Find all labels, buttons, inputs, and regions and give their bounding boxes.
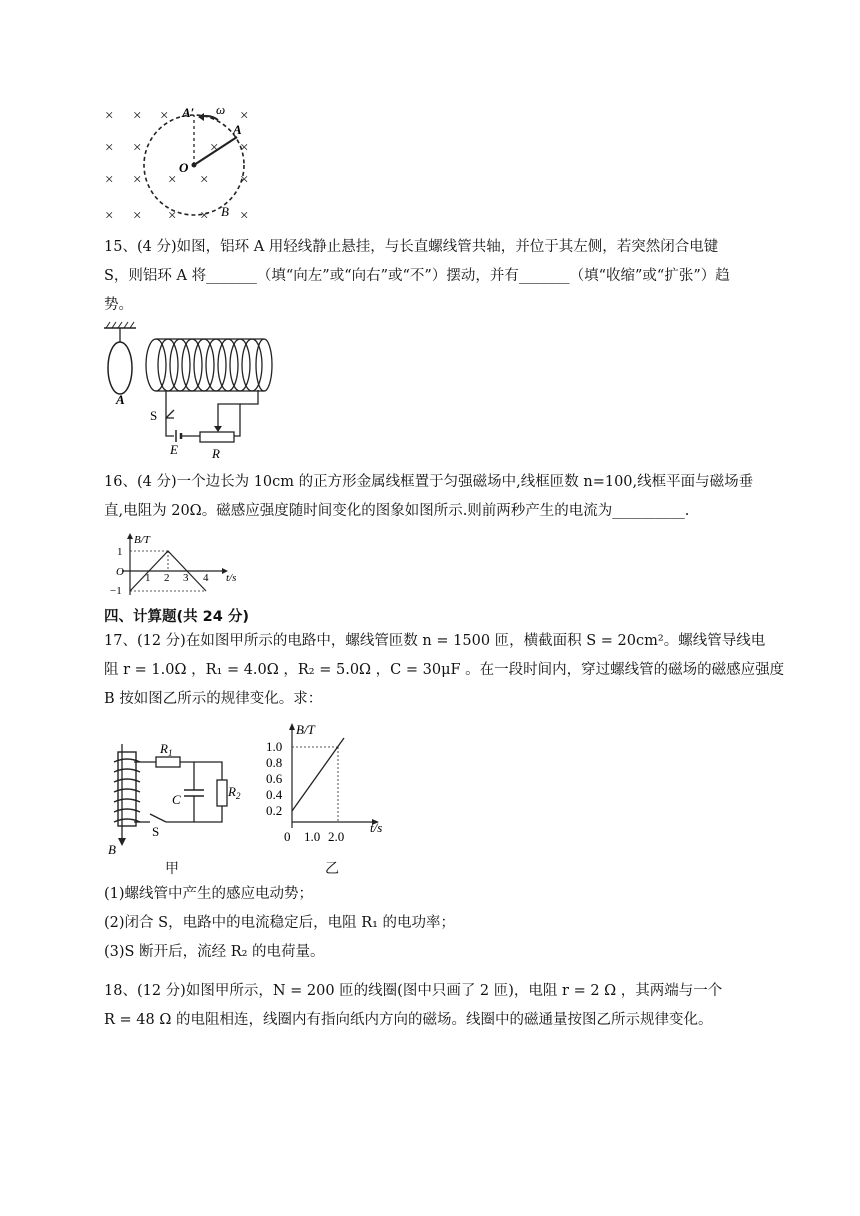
field-cross: ×	[105, 140, 114, 156]
label-omega: ω	[216, 102, 226, 117]
y-tick-0.8: 0.8	[266, 755, 283, 770]
label-R2: $R_2$	[228, 784, 241, 801]
field-cross: ×	[133, 140, 142, 156]
field-cross: ×	[133, 108, 142, 124]
field-cross: ×	[168, 172, 177, 188]
origin-label: O	[116, 566, 124, 578]
label-R: R	[212, 446, 220, 460]
q15-line2: S，则铝环 A 将_______（填“向左”或“向右”或“不”）摆动，并有_______（填“收缩”或“扩张”）趋	[104, 268, 730, 284]
solenoid	[146, 339, 272, 391]
figure-17-circuit	[104, 740, 254, 858]
field-cross: ×	[133, 208, 142, 224]
field-cross: ×	[105, 172, 114, 188]
x-tick-3: 3	[183, 572, 189, 584]
resistor-R1	[156, 757, 180, 767]
y-tick-1.0: 1.0	[266, 739, 283, 754]
figure-17-b-t-graph	[262, 720, 397, 848]
q15-line3: 势。	[104, 297, 133, 313]
label-R1: $R_1$	[160, 741, 173, 758]
label-S: S	[152, 824, 160, 839]
question-17	[104, 627, 785, 714]
label-ring-A: A	[116, 392, 125, 407]
x-tick-1: 1	[145, 572, 151, 584]
label-C: C	[172, 792, 181, 807]
q17-line1: 17、(12 分)在如图甲所示的电路中，螺线管匝数 n = 1500 匝，横截面积 S = 20cm²。螺线管导线电	[104, 633, 766, 649]
field-cross: ×	[105, 208, 114, 224]
y-tick-1: 1	[117, 546, 123, 558]
field-cross: ×	[200, 172, 209, 188]
origin-label: 0	[284, 829, 291, 844]
field-cross: ×	[240, 140, 249, 156]
question-15	[104, 233, 756, 320]
y-tick-0.4: 0.4	[266, 787, 283, 802]
pivot-O	[192, 163, 197, 168]
question-16	[104, 468, 756, 526]
section-4-title: 四、计算题(共 24 分)	[104, 609, 250, 625]
figure-b-t-graph-q16	[108, 533, 248, 601]
y-tick-0.2: 0.2	[266, 803, 283, 818]
y-label: B/T	[296, 722, 315, 737]
switch-S	[166, 410, 174, 418]
aluminum-ring	[108, 342, 132, 394]
switch-S	[150, 814, 166, 822]
y-tick-0.6: 0.6	[266, 771, 283, 786]
x-tick-1.0: 1.0	[304, 829, 321, 844]
q15-line1: 15、(4 分)如图，铝环 A 用轻线静止悬挂，与长直螺线管共轴，并位于其左侧，若突然闭合电键	[104, 239, 719, 255]
field-cross: ×	[160, 108, 169, 124]
x-label: t/s	[370, 820, 383, 835]
q17-line2: 阻 r = 1.0Ω ，R₁ = 4.0Ω ，R₂ = 5.0Ω ，C = 30μF 。在一段时间内，穿过螺线管的磁场的磁感应强度	[104, 662, 785, 678]
q16-line2: 直,电阻为 20Ω。磁感应强度随时间变化的图象如图所示.则前两秒产生的电流为__________.	[104, 503, 690, 519]
label-O: O	[179, 160, 189, 175]
y-label: B/T	[134, 534, 150, 546]
label-B: B	[108, 842, 116, 857]
label-A-prime: A′	[182, 105, 195, 120]
q16-line1: 16、(4 分)一个边长为 10cm 的正方形金属线框置于匀强磁场中,线框匝数 n=100,线框平面与磁场垂	[104, 474, 754, 490]
figure-ring-solenoid	[100, 320, 280, 460]
question-18	[104, 977, 756, 1035]
x-label: t/s	[226, 572, 237, 584]
x-tick-2.0: 2.0	[328, 829, 345, 844]
field-cross: ×	[105, 108, 114, 124]
q18-line2: R = 48 Ω 的电阻相连，线圈内有指向纸内方向的磁场。线圈中的磁通量按图乙所示规律变化。	[104, 1012, 713, 1028]
q17-sub2: (2)闭合 S，电路中的电流稳定后，电阻 R₁ 的电功率；	[104, 915, 456, 931]
rheostat-R	[200, 432, 234, 442]
solenoid-coil	[114, 752, 140, 826]
field-cross: ×	[200, 208, 209, 224]
label-S: S	[150, 408, 158, 423]
field-cross: ×	[240, 208, 249, 224]
figure-rotating-rod	[100, 100, 270, 225]
caption-yi: 乙	[325, 861, 339, 877]
q17-sub3: (3)S 断开后，流经 R₂ 的电荷量。	[104, 944, 325, 960]
resistor-R2	[217, 780, 227, 806]
field-cross: ×	[133, 172, 142, 188]
q17-sub1: (1)螺线管中产生的感应电动势；	[104, 886, 314, 902]
b-t-line	[292, 738, 344, 811]
field-cross: ×	[240, 108, 249, 124]
q18-line1: 18、(12 分)如图甲所示，N = 200 匝的线圈(图中只画了 2 匝)，电阻 r = 2 Ω ，其两端与一个	[104, 983, 723, 999]
field-cross: ×	[168, 208, 177, 224]
label-A: A	[233, 122, 242, 137]
label-B: B	[221, 204, 229, 219]
x-tick-4: 4	[203, 572, 209, 584]
x-tick-2: 2	[164, 572, 170, 584]
field-cross: ×	[210, 140, 219, 156]
label-E: E	[170, 442, 178, 457]
field-cross: ×	[240, 172, 249, 188]
question-17-subs	[104, 880, 756, 967]
q17-line3: B 按如图乙所示的规律变化。求：	[104, 691, 323, 707]
y-tick-neg1: −1	[110, 585, 122, 597]
caption-jia: 甲	[165, 861, 179, 877]
